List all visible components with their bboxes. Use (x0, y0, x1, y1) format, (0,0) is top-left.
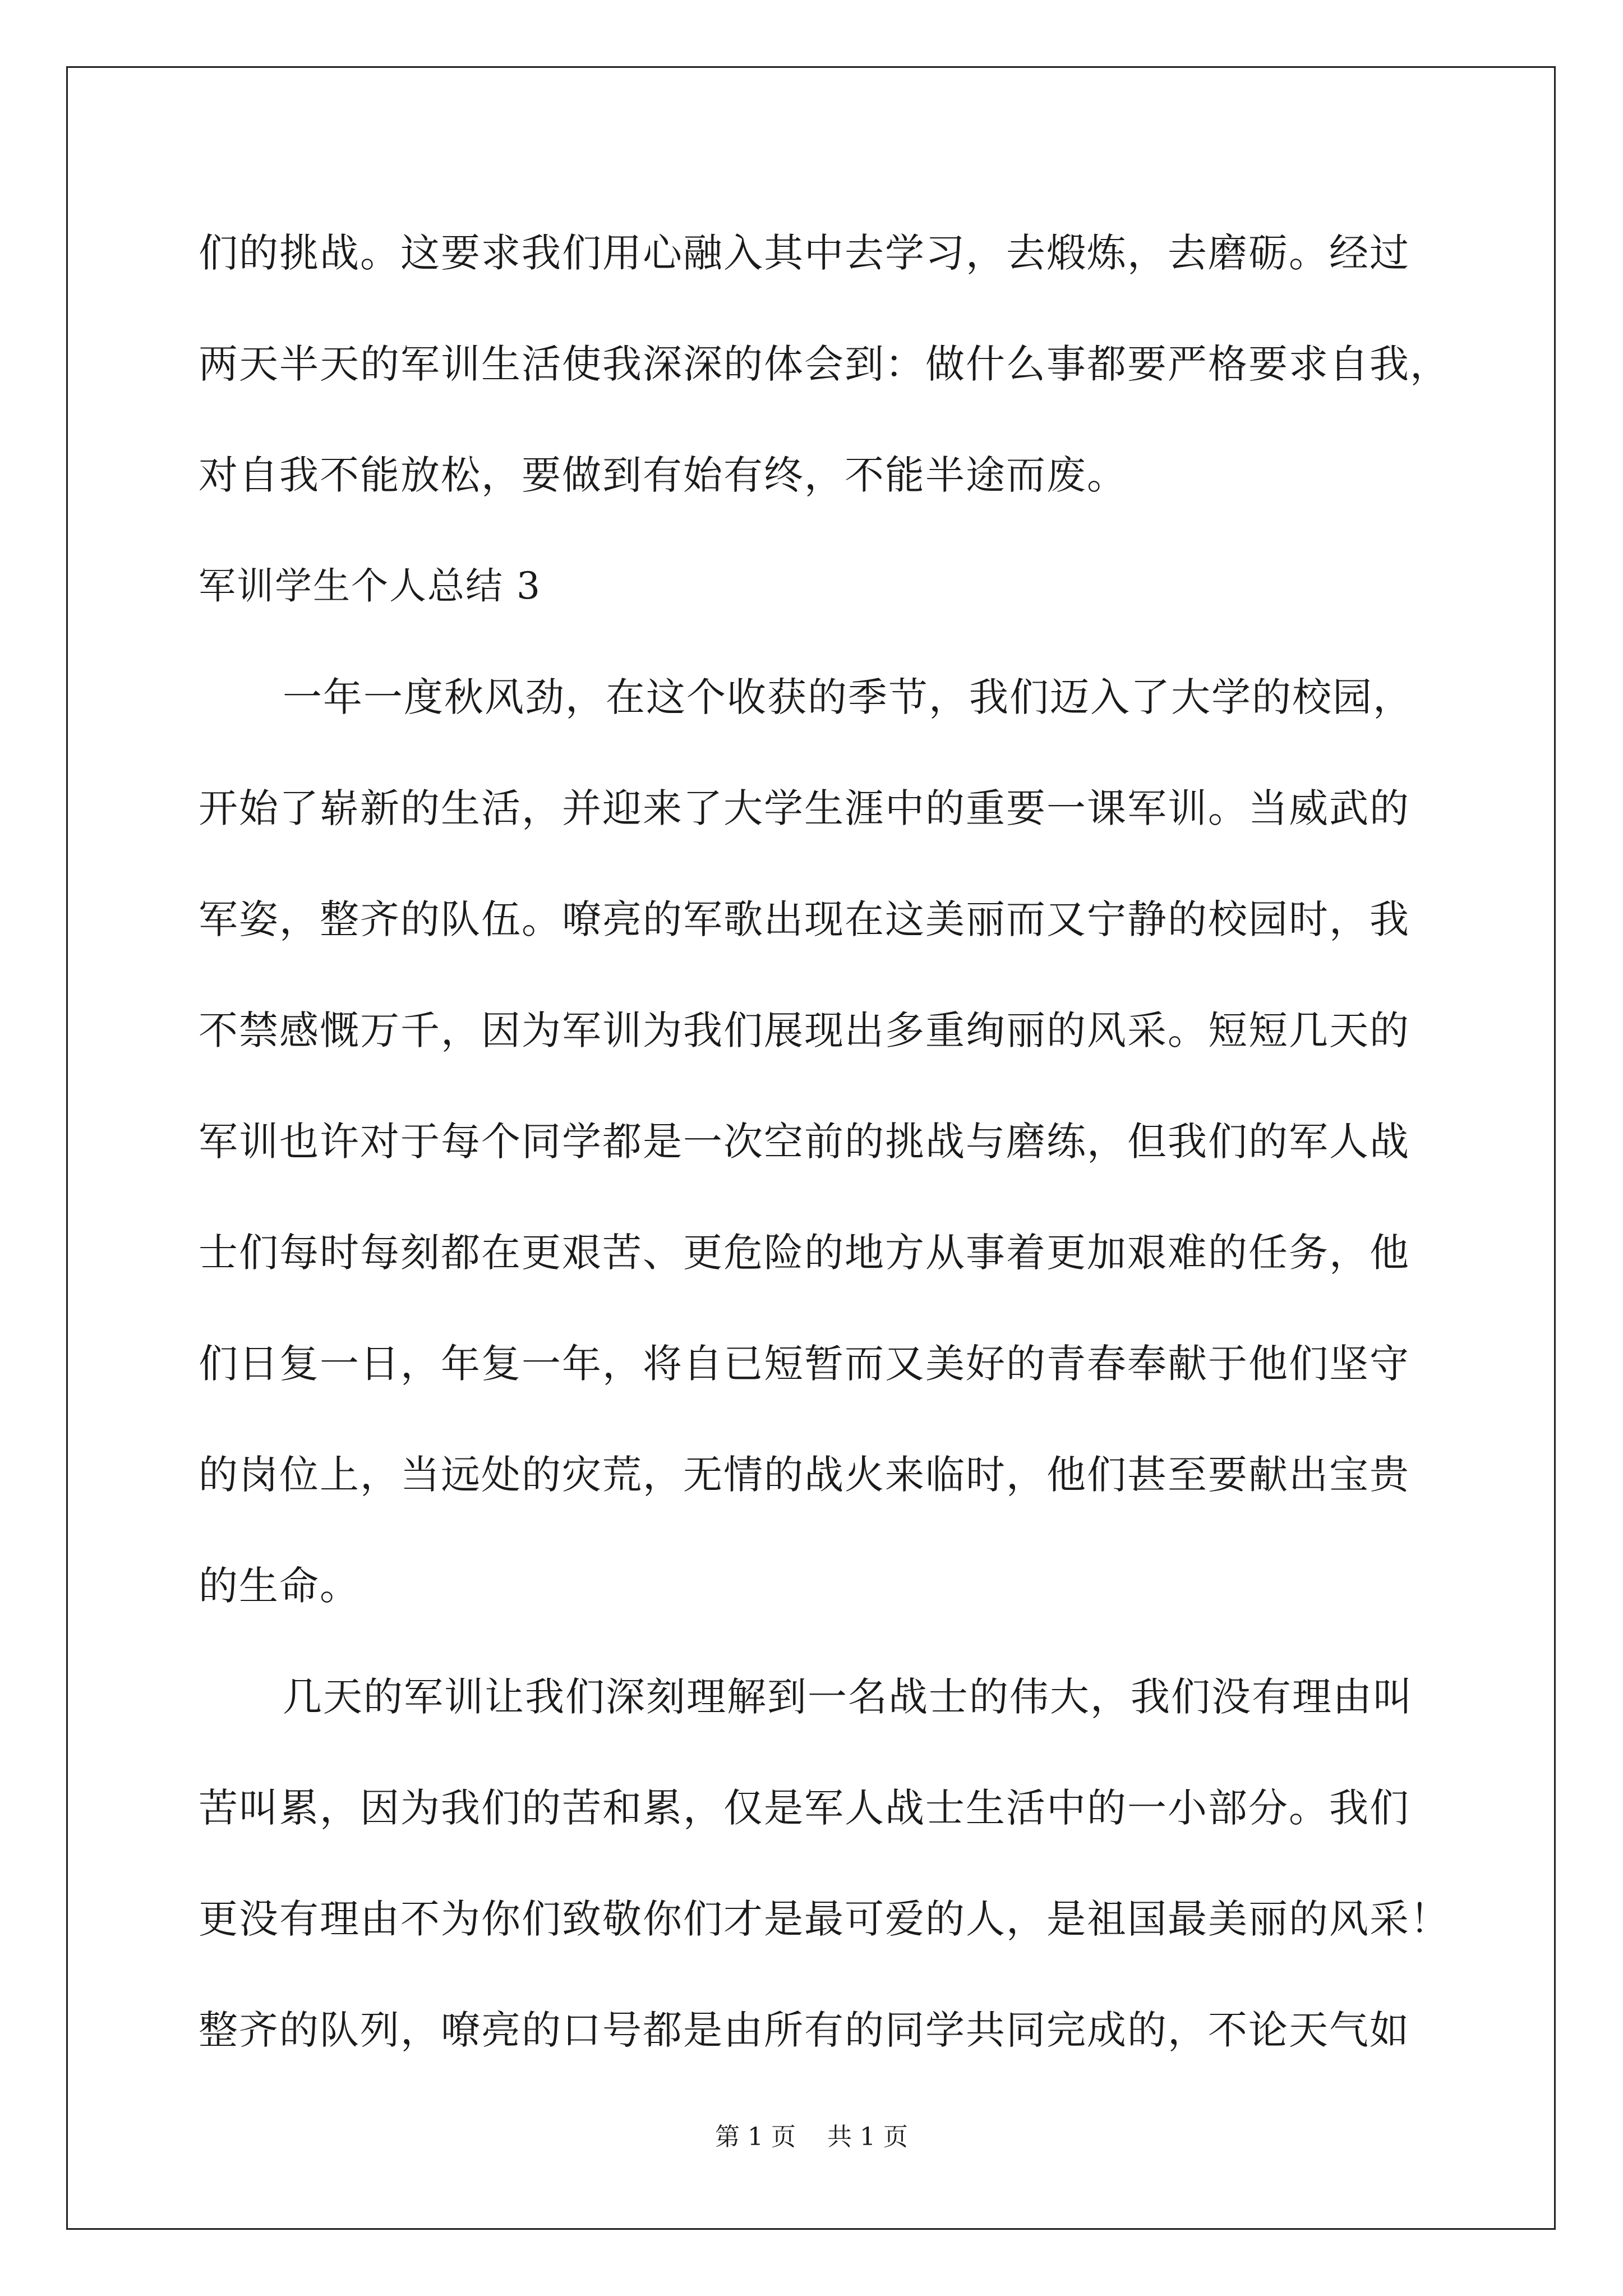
document-body (199, 197, 1450, 2086)
text-line: 们日复一日，年复一年，将自已短暂而又美好的青春奉献于他们坚守 (199, 1341, 1410, 1387)
page-number-footer: 第 1 页 共 1 页 (715, 2123, 908, 2151)
text-line: 苦叫累，因为我们的苦和累，仅是军人战士生活中的一小部分。我们 (199, 1785, 1410, 1831)
text-line: 军姿，整齐的队伍。嘹亮的军歌出现在这美丽而又宁静的校园时，我 (199, 896, 1410, 942)
text-line: 的岗位上，当远处的灾荒，无情的战火来临时，他们甚至要献出宝贵 (199, 1452, 1410, 1498)
text-line: 整齐的队列，嘹亮的口号都是由所有的同学共同完成的，不论天气如 (199, 2007, 1410, 2053)
paragraph-first-line: 一年一度秋风劲，在这个收获的季节，我们迈入了大学的校园， (283, 674, 1413, 720)
text-line: 更没有理由不为你们致敬你们才是最可爱的人，是祖国最美丽的风采！ (199, 1896, 1450, 1942)
section-heading: 军训学生个人总结 3 (199, 564, 541, 608)
text-line: 开始了崭新的生活，并迎来了大学生涯中的重要一课军训。当威武的 (199, 785, 1410, 831)
text-line: 军训也许对于每个同学都是一次空前的挑战与磨练，但我们的军人战 (199, 1119, 1410, 1165)
paragraph-first-line: 几天的军训让我们深刻理解到一名战士的伟大，我们没有理由叫 (283, 1674, 1413, 1720)
text-line: 对自我不能放松，要做到有始有终，不能半途而废。 (199, 452, 1127, 498)
text-line: 不禁感慨万千，因为军训为我们展现出多重绚丽的风采。短短几天的 (199, 1007, 1410, 1053)
text-line: 士们每时每刻都在更艰苦、更危险的地方从事着更加艰难的任务，他 (199, 1230, 1410, 1276)
text-line: 两天半天的军训生活使我深深的体会到：做什么事都要严格要求自我， (199, 341, 1450, 387)
text-line: 的生命。 (199, 1563, 360, 1609)
text-line: 们的挑战。这要求我们用心融入其中去学习，去煅炼，去磨砺。经过 (199, 230, 1410, 276)
